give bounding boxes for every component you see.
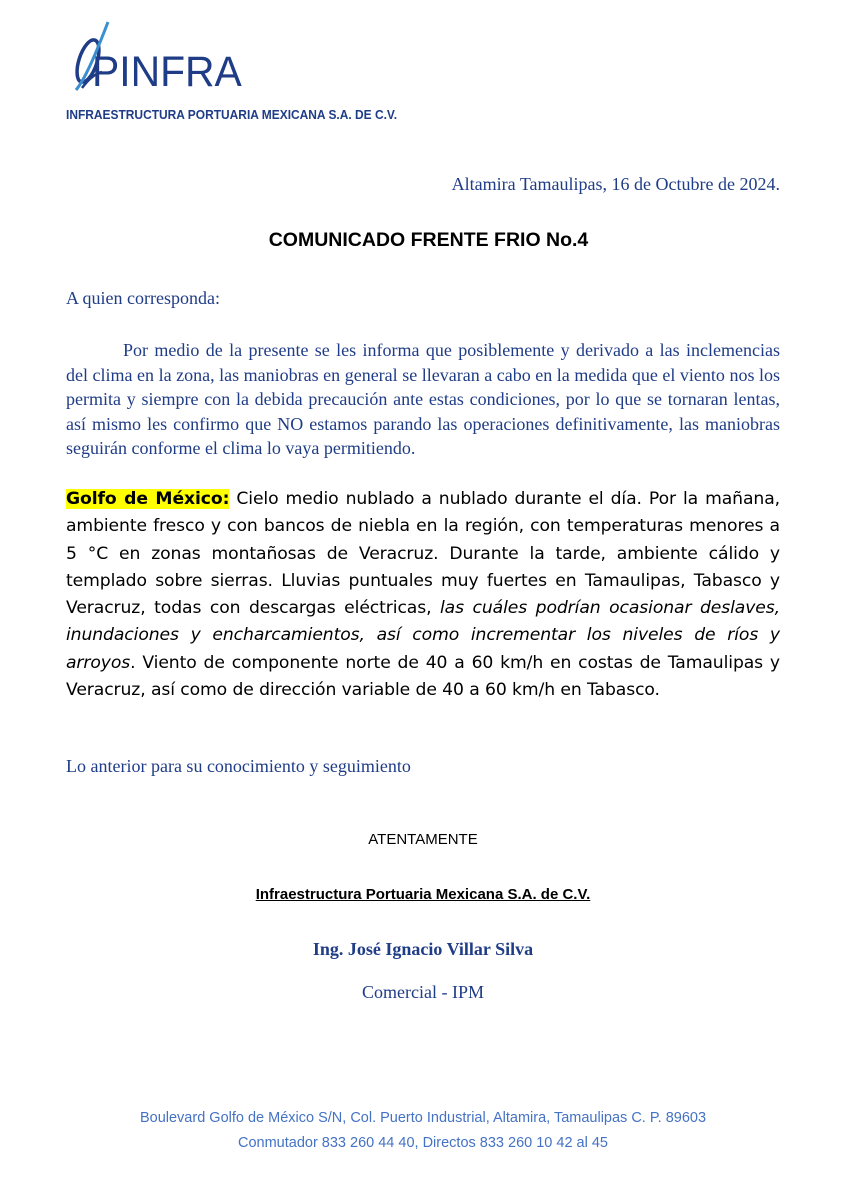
forecast-text-part2: . Viento de componente norte de 40 a 60 km/h en costas de Tamaulipas y Veracruz, así como de dirección variable de 40 a 60 km/h en Tabasco. (66, 652, 780, 701)
forecast-text-italic: las cuáles podrían ocasionar deslaves, inundaciones y encharcamientos, así como incrementar los niveles de ríos y arroyos (66, 598, 780, 673)
signature-atentamente: ATENTAMENTE (368, 831, 478, 848)
closing-line: Lo anterior para su conocimiento y seguimiento (66, 756, 411, 776)
footer-phones: Conmutador 833 260 44 40, Directos 833 260 10 42 al 45 (237, 1135, 608, 1151)
logo-wordmark: PINFRA (92, 48, 242, 96)
forecast-paragraph (66, 486, 780, 704)
body-paragraph: Por medio de la presente se les informa que posiblemente y derivado a las inclemencias del clima en la zona, las maniobras en general se llevaran a cabo en la medida que el viento nos los permita y siempre con la debida precaución ante estas condiciones, por lo que se tornaran lentas, así mismo les confirmo que NO estamos parando las operaciones definitivamente, las maniobras seguirán conforme el clima lo vaya permitiendo. (66, 340, 780, 458)
forecast-region-label: Golfo de México: (66, 489, 230, 509)
footer-address: Boulevard Golfo de México S/N, Col. Puerto Industrial, Altamira, Tamaulipas C. P. 89603 (139, 1110, 707, 1126)
salutation: A quien corresponda: (66, 288, 220, 308)
pinfra-logo (68, 18, 268, 96)
signature-role: Comercial - IPM (362, 982, 484, 1002)
company-header: INFRAESTRUCTURA PORTUARIA MEXICANA S.A. DE C.V. (66, 107, 398, 122)
forecast-text-part1: Cielo medio nublado a nublado durante el día. Por la mañana, ambiente fresco y con bancos de niebla en la región, con temperaturas menores a 5 °C en zonas montañosas de Veracruz. Durante la tarde, ambiente cálido y templado sobre sierras. Lluvias puntuales muy fuertes en Tamaulipas, Tabasco y Veracruz, todas con descargas eléctricas, (66, 489, 780, 619)
signature-company: Infraestructura Portuaria Mexicana S.A. de C.V. (255, 886, 591, 903)
page-title: COMUNICADO FRENTE FRIO No.4 (268, 229, 589, 251)
date-line: Altamira Tamaulipas, 16 de Octubre de 2024. (451, 174, 780, 194)
signature-name: Ing. José Ignacio Villar Silva (312, 939, 534, 959)
